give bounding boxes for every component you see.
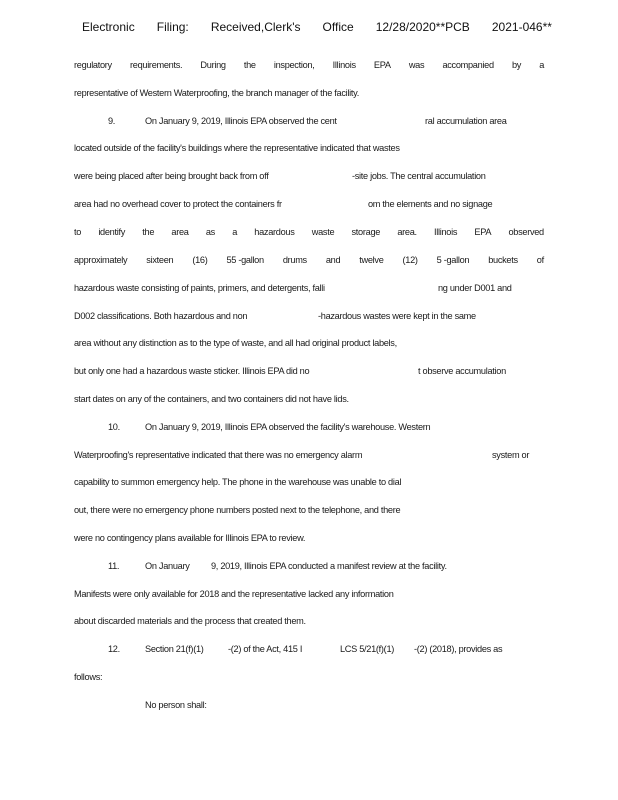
text-segment: ral accumulation area — [425, 116, 507, 126]
word: by — [511, 60, 522, 70]
word: sixteen — [146, 255, 174, 265]
word: of — [536, 255, 544, 265]
word: buckets — [488, 255, 518, 265]
word: waste — [311, 227, 335, 237]
body-line-6 — [74, 197, 544, 211]
paragraph-11-first-line — [74, 559, 544, 573]
text-segment: but only one had a hazardous waste sticker. Illinois EPA did no — [74, 366, 310, 376]
body-line-9 — [74, 281, 544, 295]
header-date-pcb: 12/28/2020**PCB — [375, 20, 470, 34]
body-line-17: out, there were no emergency phone numbers posted next to the telephone, and there — [74, 505, 401, 515]
text-segment: -hazardous wastes were kept in the same — [318, 311, 476, 321]
word: observed — [508, 227, 544, 237]
word: as — [205, 227, 215, 237]
body-line-10 — [74, 309, 544, 323]
word: hazardous — [254, 227, 295, 237]
body-line-24 — [74, 698, 544, 712]
body-line-4: located outside of the facility's buildings where the representative indicated that wastes — [74, 143, 400, 153]
word: twelve — [359, 255, 384, 265]
word: regulatory — [74, 60, 112, 70]
text-segment: ng under D001 and — [438, 283, 512, 293]
word: Illinois — [332, 60, 356, 70]
text-segment: On January — [145, 561, 190, 571]
word: 55 -gallon — [226, 255, 264, 265]
body-line-18: were no contingency plans available for Illinois EPA to review. — [74, 533, 306, 543]
word: a — [539, 60, 544, 70]
text-segment: -(2) of the Act, 415 I — [228, 644, 303, 654]
word: (16) — [192, 255, 208, 265]
word: inspection, — [273, 60, 315, 70]
text-segment: om the elements and no signage — [368, 199, 493, 209]
body-line-7 — [74, 225, 544, 239]
word: accompanied — [442, 60, 494, 70]
word: (12) — [402, 255, 418, 265]
header-filing: Filing: — [156, 20, 189, 34]
text-segment: No person shall: — [145, 700, 207, 710]
body-line-13: start dates on any of the containers, and two containers did not have lids. — [74, 394, 349, 404]
header-office: Office — [322, 20, 354, 34]
text-segment: area had no overhead cover to protect the containers fr — [74, 199, 282, 209]
word: the — [243, 60, 256, 70]
body-line-12 — [74, 364, 544, 378]
paragraph-12-first-line — [74, 642, 544, 656]
paragraph-number: 11. — [108, 561, 120, 571]
word: approximately — [74, 255, 128, 265]
body-line-20: Manifests were only available for 2018 and the representative lacked any information — [74, 589, 394, 599]
text-segment: system or — [492, 450, 530, 460]
text-segment: Section 21(f)(1) — [145, 644, 204, 654]
word: requirements. — [130, 60, 183, 70]
body-line-5 — [74, 169, 544, 183]
text-segment: -(2) (2018), provides as — [414, 644, 503, 654]
body-line-21: about discarded materials and the process that created them. — [74, 616, 306, 626]
word: area — [171, 227, 189, 237]
word: the — [142, 227, 155, 237]
body-line-1 — [74, 58, 544, 72]
body-line-15 — [74, 448, 544, 462]
paragraph-9-first-line — [74, 114, 544, 128]
word: area. — [397, 227, 417, 237]
text-segment: On January 9, 2019, Illinois EPA observed the facility's warehouse. Western — [145, 422, 431, 432]
header-electronic: Electronic — [82, 20, 135, 34]
header-received: Received,Clerk's — [210, 20, 301, 34]
body-line-23: follows: — [74, 672, 103, 682]
paragraph-number: 12. — [108, 644, 120, 654]
text-segment: D002 classifications. Both hazardous and non — [74, 311, 248, 321]
word: EPA — [474, 227, 492, 237]
text-segment: Waterproofing's representative indicated that there was no emergency alarm — [74, 450, 363, 460]
word: and — [325, 255, 341, 265]
word: to — [74, 227, 82, 237]
body-line-2: representative of Western Waterproofing, the branch manager of the facility. — [74, 88, 359, 98]
word: drums — [282, 255, 307, 265]
text-segment: t observe accumulation — [418, 366, 506, 376]
text-segment: -site jobs. The central accumulation — [352, 171, 486, 181]
filing-header — [82, 20, 552, 38]
body-line-8 — [74, 253, 544, 267]
body-line-11: area without any distinction as to the type of waste, and all had original product labels, — [74, 338, 397, 348]
text-segment: On January 9, 2019, Illinois EPA observed the cent — [145, 116, 337, 126]
paragraph-10-first-line — [74, 420, 544, 434]
word: storage — [351, 227, 381, 237]
paragraph-number: 10. — [108, 422, 120, 432]
word: identify — [98, 227, 126, 237]
word: 5 -gallon — [436, 255, 470, 265]
text-segment: hazardous waste consisting of paints, primers, and detergents, falli — [74, 283, 325, 293]
text-segment: 9, 2019, Illinois EPA conducted a manifest review at the facility. — [211, 561, 447, 571]
word: a — [232, 227, 238, 237]
word: Illinois — [434, 227, 458, 237]
text-segment: were being placed after being brought back from off — [74, 171, 269, 181]
body-line-16: capability to summon emergency help. The phone in the warehouse was unable to dial — [74, 477, 402, 487]
header-case-number: 2021-046** — [491, 20, 552, 34]
text-segment: LCS 5/21(f)(1) — [340, 644, 395, 654]
word: was — [408, 60, 425, 70]
paragraph-number: 9. — [108, 116, 116, 126]
word: EPA — [373, 60, 391, 70]
word: During — [200, 60, 226, 70]
